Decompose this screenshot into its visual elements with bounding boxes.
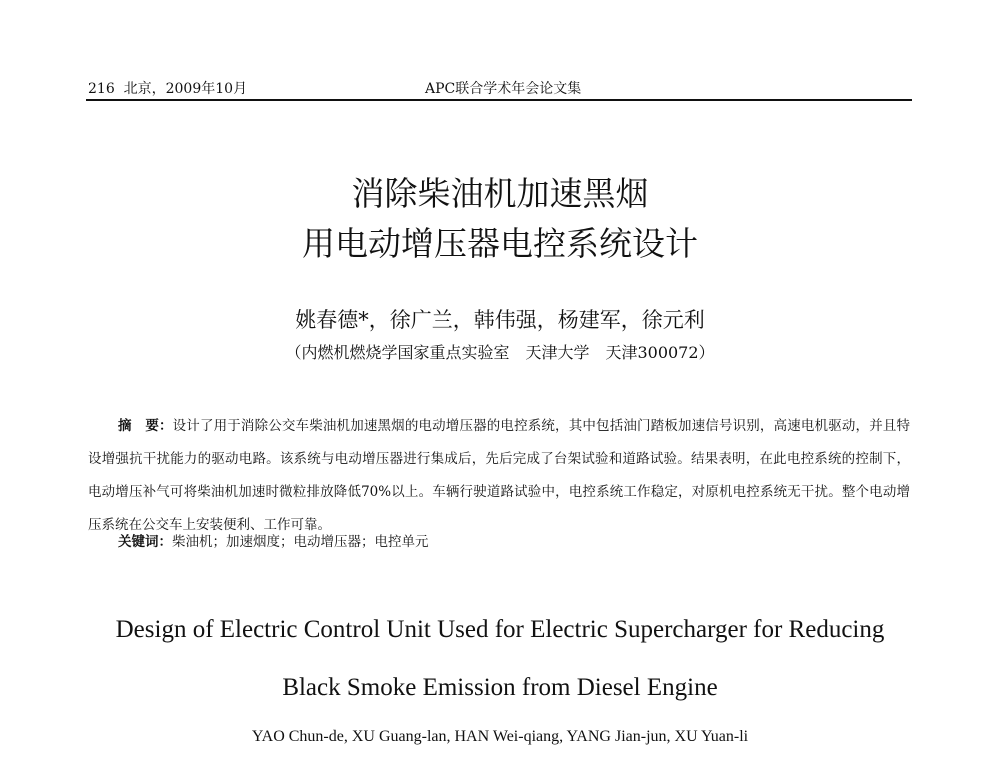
abstract-text: 设计了用于消除公交车柴油机加速黑烟的电动增压器的电控系统，其中包括油门踏板加速信号识别，高速电机驱动，并且特设增强抗干扰能力的驱动电路。该系统与电动增压器进行集成后，先后完成了台架试验和道路试验。结果表明，在此电控系统的控制下，电动增压补气可将柴油机加速时微粒排放降低70%以上。车辆行驶道路试验中，电控系统工作稳定，对原机电控系统无干扰。整个电动增压系统在公交车上安装便利、工作可靠。 [88, 418, 911, 533]
running-header-center: APC联合学术年会论文集 [425, 81, 582, 97]
title-cn-line-2: 用电动增压器电控系统设计 [302, 224, 698, 263]
abstract-label: 摘 要： [118, 418, 173, 434]
title-en-line-2: Black Smoke Emission from Diesel Engine [282, 674, 718, 701]
keywords-text: 柴油机；加速烟度；电动增压器；电控单元 [172, 534, 429, 550]
title-cn-line-1: 消除柴油机加速黑烟 [351, 174, 649, 213]
header-rule [86, 99, 912, 101]
abstract [88, 410, 910, 542]
running-header-left: 216 北京，2009年10月 [88, 81, 248, 97]
authors-en: YAO Chun-de, XU Guang-lan, HAN Wei-qiang, YANG Jian-jun, XU Yuan-li [251, 728, 749, 745]
affiliation-cn: （内燃机燃烧学国家重点实验室 天津大学 天津300072） [285, 343, 715, 362]
keywords-label: 关键词： [118, 534, 172, 550]
title-en-line-1: Design of Electric Control Unit Used for Electric Supercharger for Reducing [115, 616, 885, 643]
authors-cn: 姚春德*，徐广兰，韩伟强，杨建军，徐元利 [295, 308, 705, 332]
keywords [118, 530, 429, 550]
